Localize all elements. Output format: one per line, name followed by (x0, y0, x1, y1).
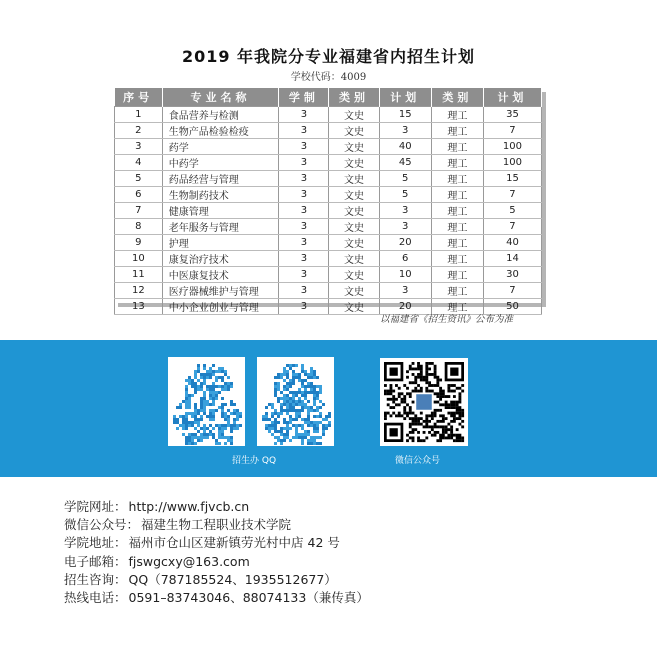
cell-plan-science: 7 (483, 123, 541, 139)
qq-caption: 招生办 QQ (232, 456, 277, 466)
cell-plan-science: 14 (483, 251, 541, 267)
cell-category-science: 理工 (431, 171, 483, 187)
cell-years: 3 (279, 219, 329, 235)
address-row (64, 534, 369, 552)
cell-category-arts: 文史 (329, 203, 379, 219)
table-row (115, 235, 542, 251)
website-link[interactable]: http://www.fjvcb.cn (128, 499, 250, 514)
cell-major: 中药学 (162, 155, 279, 171)
col-header-major: 专业名称 (162, 88, 279, 107)
table-row (115, 203, 542, 219)
wechat-label: 微信公众号： (64, 517, 140, 533)
cell-category-science: 理工 (431, 187, 483, 203)
cell-category-arts: 文史 (329, 235, 379, 251)
cell-years: 3 (279, 299, 329, 315)
consult-value: QQ（787185524、1935512677） (128, 571, 337, 587)
cell-category-science: 理工 (431, 299, 483, 315)
cell-years: 3 (279, 107, 329, 123)
school-code: 学校代码：4009 (290, 72, 367, 83)
cell-category-arts: 文史 (329, 139, 379, 155)
cell-plan-science: 7 (483, 187, 541, 203)
consult-label: 招生咨询： (64, 571, 127, 587)
cell-index: 11 (115, 267, 163, 283)
table-row (115, 123, 542, 139)
cell-major: 生物产品检验检疫 (162, 123, 279, 139)
cell-plan-arts: 10 (379, 267, 431, 283)
cell-plan-science: 5 (483, 203, 541, 219)
cell-index: 7 (115, 203, 163, 219)
cell-category-arts: 文史 (329, 171, 379, 187)
qq-penguin-qr-icon (257, 357, 334, 446)
cell-category-science: 理工 (431, 155, 483, 171)
table-row (115, 251, 542, 267)
wechat-account: 福建生物工程职业技术学院 (141, 517, 292, 533)
cell-major: 健康管理 (162, 203, 279, 219)
page-title: 2019 年我院分专业福建省内招生计划 (181, 47, 476, 66)
cell-plan-arts: 15 (379, 107, 431, 123)
cell-index: 13 (115, 299, 163, 315)
cell-category-science: 理工 (431, 267, 483, 283)
cell-index: 3 (115, 139, 163, 155)
cell-plan-science: 7 (483, 283, 541, 299)
col-header-index: 序号 (115, 88, 163, 107)
cell-years: 3 (279, 139, 329, 155)
phone-value: 0591–83743046、88074133（兼传真） (128, 590, 369, 606)
cell-index: 12 (115, 283, 163, 299)
cell-plan-science: 40 (483, 235, 541, 251)
cell-years: 3 (279, 203, 329, 219)
cell-major: 生物制药技术 (162, 187, 279, 203)
table-row (115, 267, 542, 283)
cell-major: 药品经营与管理 (162, 171, 279, 187)
address-value: 福州市仓山区建新镇劳光村中店 42 号 (128, 535, 340, 551)
cell-years: 3 (279, 171, 329, 187)
cell-category-science: 理工 (431, 283, 483, 299)
cell-plan-arts: 20 (379, 299, 431, 315)
cell-index: 2 (115, 123, 163, 139)
cell-years: 3 (279, 235, 329, 251)
cell-plan-arts: 20 (379, 235, 431, 251)
cell-category-arts: 文史 (329, 123, 379, 139)
cell-plan-science: 7 (483, 219, 541, 235)
cell-years: 3 (279, 187, 329, 203)
cell-index: 10 (115, 251, 163, 267)
cell-plan-science: 100 (483, 155, 541, 171)
qr-code-icon (380, 358, 468, 446)
cell-plan-arts: 3 (379, 219, 431, 235)
cell-years: 3 (279, 267, 329, 283)
wechat-qr-code (380, 358, 468, 446)
col-header-category-arts: 类别 (329, 88, 379, 107)
col-header-years: 学制 (279, 88, 329, 107)
qq-qr-code-2 (257, 357, 334, 446)
wechat-caption: 微信公众号 (395, 456, 441, 466)
cell-category-arts: 文史 (329, 251, 379, 267)
cell-plan-arts: 3 (379, 283, 431, 299)
table-row (115, 283, 542, 299)
cell-category-science: 理工 (431, 235, 483, 251)
cell-category-science: 理工 (431, 203, 483, 219)
cell-plan-science: 15 (483, 171, 541, 187)
cell-category-science: 理工 (431, 251, 483, 267)
cell-plan-science: 35 (483, 107, 541, 123)
cell-years: 3 (279, 123, 329, 139)
cell-plan-arts: 5 (379, 171, 431, 187)
cell-major: 老年服务与管理 (162, 219, 279, 235)
qr-band (0, 340, 657, 477)
cell-plan-science: 30 (483, 267, 541, 283)
col-header-category-science: 类别 (431, 88, 483, 107)
email-row (64, 553, 369, 571)
consult-row (64, 571, 369, 589)
cell-plan-arts: 6 (379, 251, 431, 267)
enrollment-table (114, 88, 546, 315)
phone-row (64, 589, 369, 607)
table-header-row (115, 88, 542, 107)
website-label: 学院网址： (64, 499, 127, 514)
qq-qr-code-1 (168, 357, 245, 446)
cell-index: 5 (115, 171, 163, 187)
cell-category-arts: 文史 (329, 219, 379, 235)
table-row (115, 187, 542, 203)
col-header-plan-arts: 计划 (379, 88, 431, 107)
cell-plan-arts: 3 (379, 123, 431, 139)
email-label: 电子邮箱： (64, 553, 127, 569)
table-row (115, 171, 542, 187)
cell-major: 中医康复技术 (162, 267, 279, 283)
table-row (115, 107, 542, 123)
cell-major: 医疗器械维护与管理 (162, 283, 279, 299)
cell-index: 4 (115, 155, 163, 171)
cell-index: 9 (115, 235, 163, 251)
wechat-row (64, 516, 369, 534)
table-row (115, 139, 542, 155)
cell-major: 药学 (162, 139, 279, 155)
email-link[interactable]: fjswgcxy@163.com (128, 553, 250, 569)
website-row (64, 498, 369, 516)
cell-years: 3 (279, 251, 329, 267)
cell-plan-science: 50 (483, 299, 541, 315)
address-label: 学院地址： (64, 535, 127, 551)
table-row (115, 219, 542, 235)
cell-plan-arts: 45 (379, 155, 431, 171)
cell-index: 6 (115, 187, 163, 203)
phone-label: 热线电话： (64, 590, 127, 606)
cell-years: 3 (279, 283, 329, 299)
cell-category-science: 理工 (431, 139, 483, 155)
cell-category-arts: 文史 (329, 107, 379, 123)
cell-category-arts: 文史 (329, 283, 379, 299)
cell-major: 康复治疗技术 (162, 251, 279, 267)
cell-index: 8 (115, 219, 163, 235)
cell-category-arts: 文史 (329, 267, 379, 283)
cell-category-science: 理工 (431, 123, 483, 139)
cell-plan-science: 100 (483, 139, 541, 155)
cell-plan-arts: 40 (379, 139, 431, 155)
cell-category-arts: 文史 (329, 299, 379, 315)
cell-major: 护理 (162, 235, 279, 251)
cell-major: 中小企业创业与管理 (162, 299, 279, 315)
cell-index: 1 (115, 107, 163, 123)
cell-years: 3 (279, 155, 329, 171)
cell-category-arts: 文史 (329, 155, 379, 171)
cell-category-science: 理工 (431, 219, 483, 235)
qq-penguin-qr-icon (168, 357, 245, 446)
cell-category-science: 理工 (431, 107, 483, 123)
cell-major: 食品营养与检测 (162, 107, 279, 123)
col-header-plan-science: 计划 (483, 88, 541, 107)
cell-plan-arts: 3 (379, 203, 431, 219)
cell-category-arts: 文史 (329, 187, 379, 203)
table-row (115, 155, 542, 171)
source-note: 以福建省《招生资讯》公布为准 (380, 314, 514, 325)
cell-plan-arts: 5 (379, 187, 431, 203)
contact-info (64, 498, 369, 607)
